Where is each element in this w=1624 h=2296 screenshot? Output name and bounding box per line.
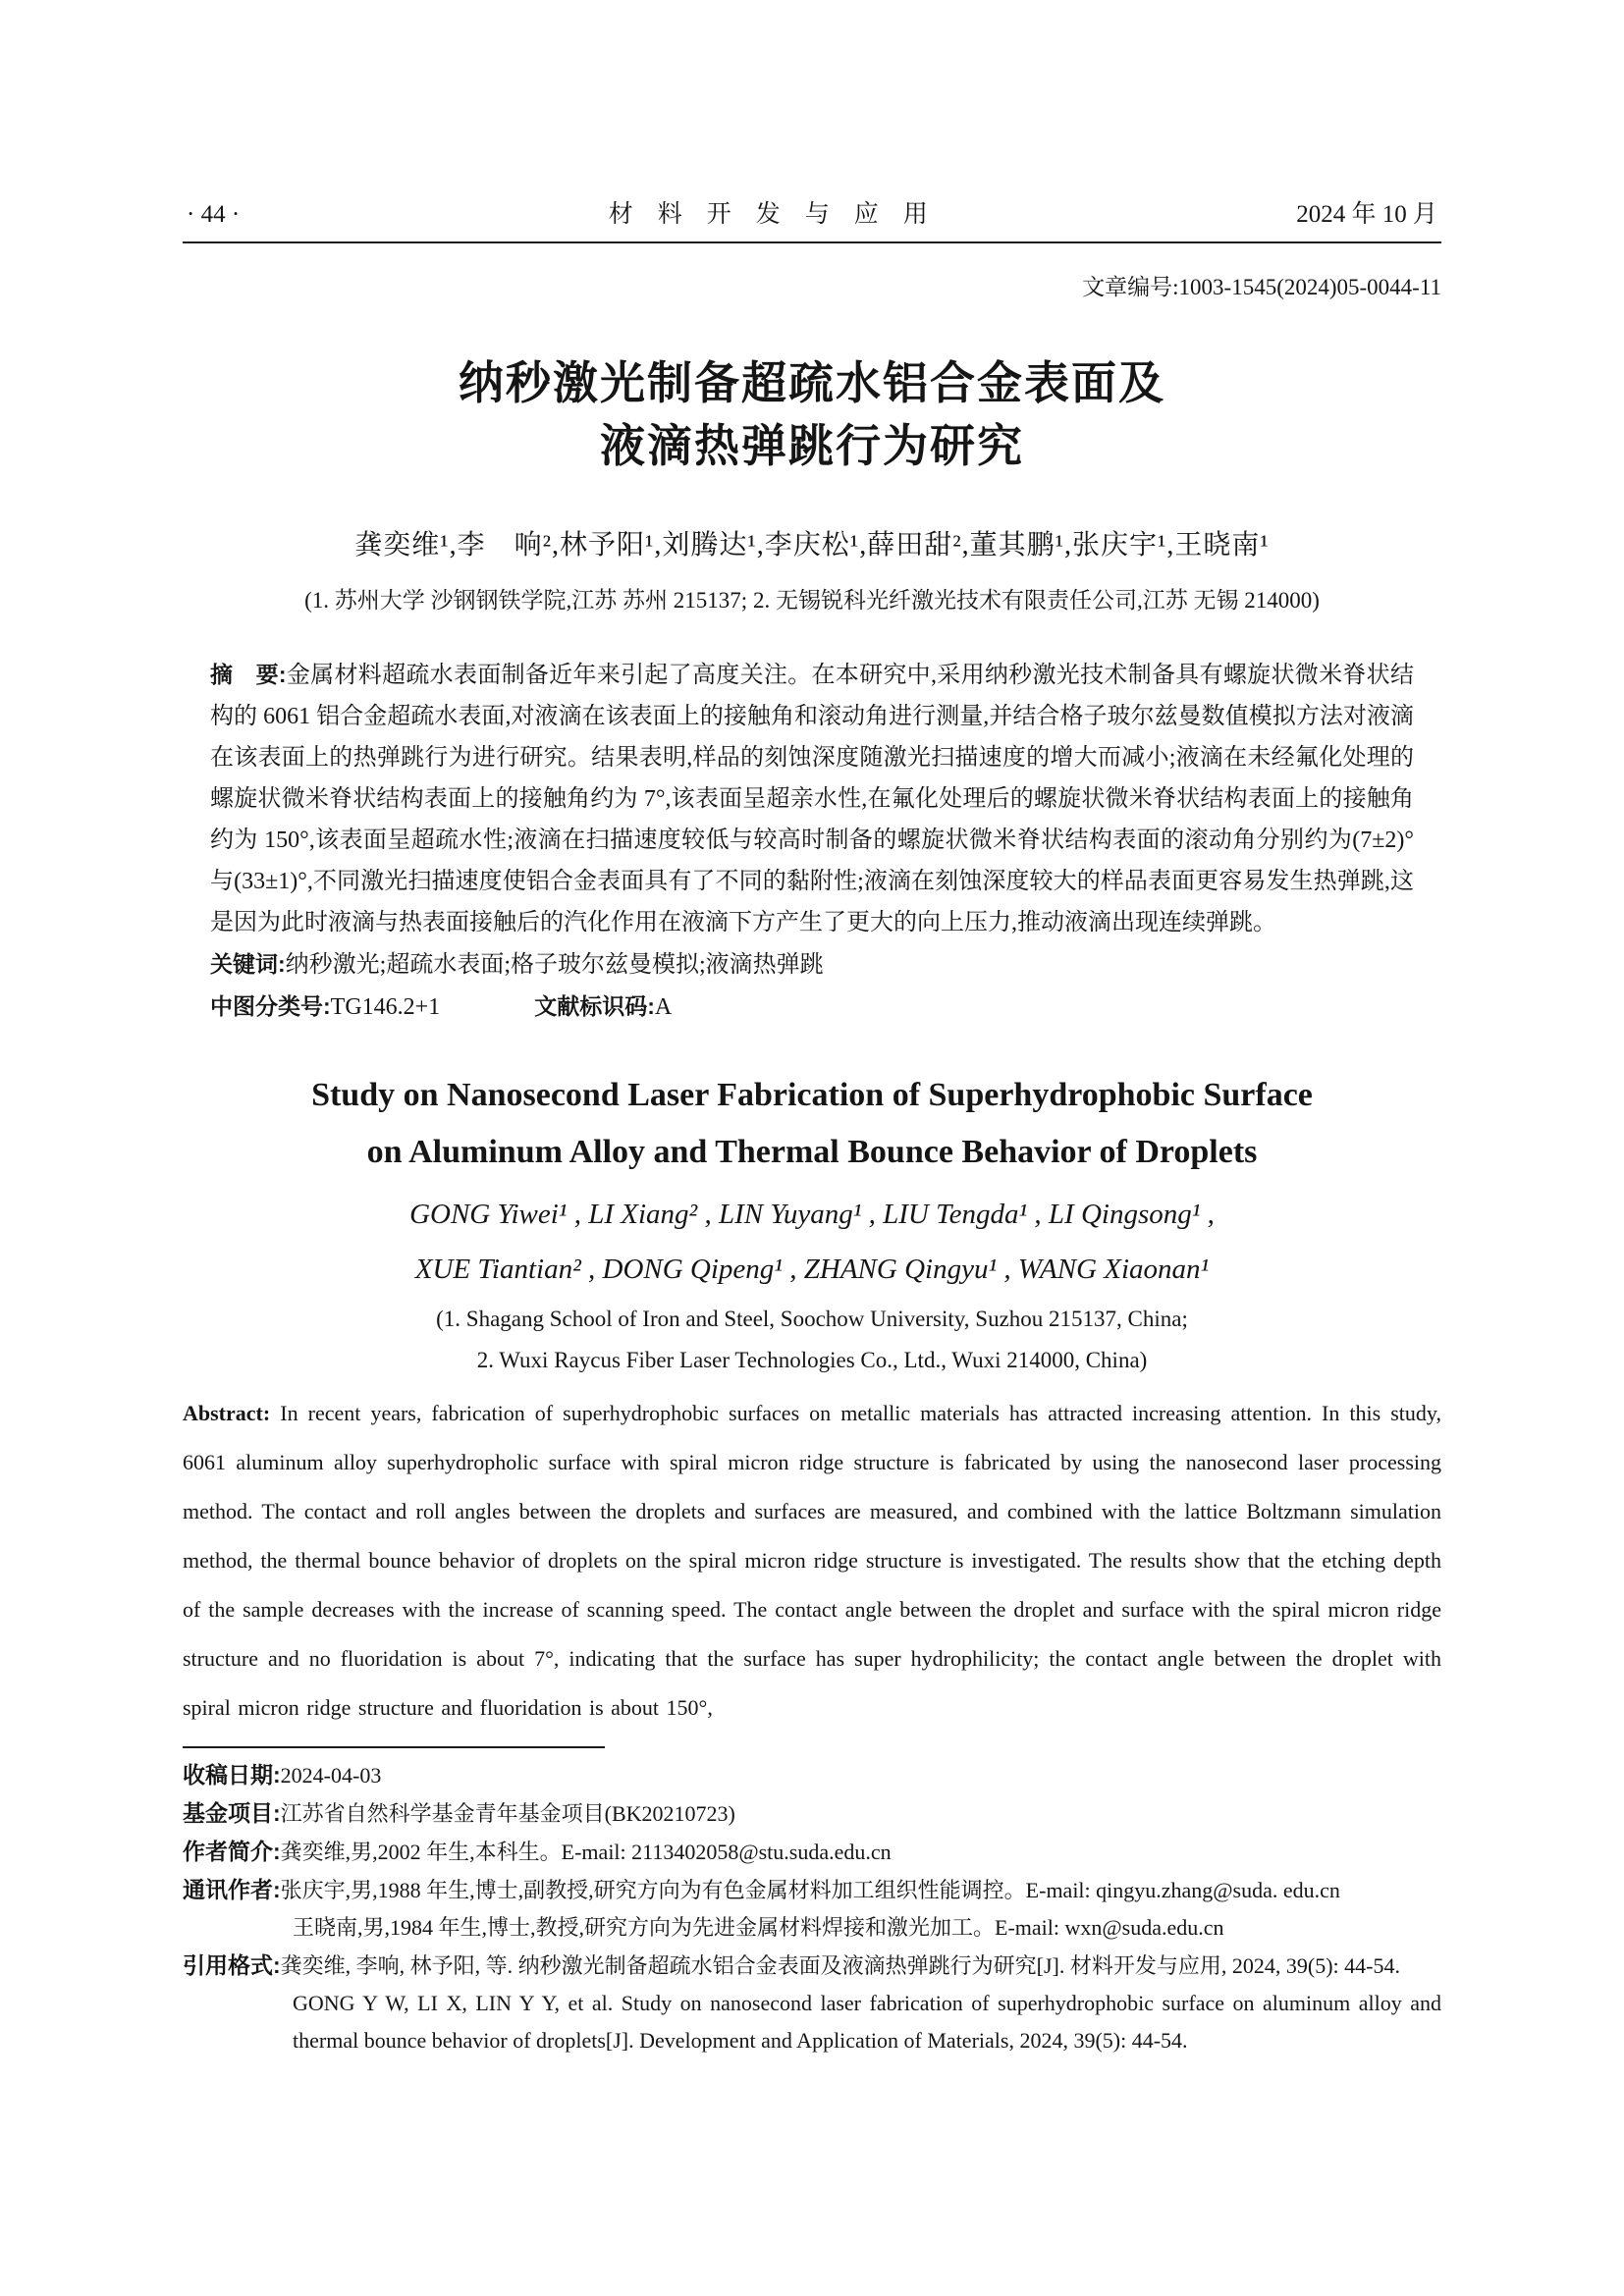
- footnotes: [183, 1756, 1441, 2059]
- title-chinese: [183, 352, 1441, 478]
- doc-code-label: 文献标识码:: [534, 993, 655, 1019]
- keywords-text: 纳秒激光;超疏水表面;格子玻尔兹曼模拟;液滴热弹跳: [285, 952, 824, 978]
- abstract-english: [183, 1389, 1441, 1733]
- title-cn-line1: 纳秒激光制备超疏水铝合金表面及: [459, 358, 1165, 408]
- footnote-author-bio: [183, 1833, 1441, 1871]
- received-label: 收稿日期:: [183, 1762, 281, 1788]
- doc-code-value: A: [654, 994, 673, 1020]
- authors-chinese: 龚奕维¹,李 响²,林予阳¹,刘腾达¹,李庆松¹,薛田甜²,董其鹏¹,张庆宇¹,王晓南¹: [354, 530, 1270, 561]
- authors-en-line1: GONG Yiwei¹ , LI Xiang² , LIN Yuyang¹ , LIU Tengda¹ , LI Qingsong¹ ,: [409, 1199, 1215, 1230]
- page-number: · 44 ·: [187, 201, 241, 228]
- title-en-line2: on Aluminum Alloy and Thermal Bounce Behavior of Droplets: [366, 1134, 1258, 1170]
- footnote-received: [183, 1756, 1441, 1794]
- received-text: 2024-04-03: [280, 1763, 382, 1788]
- page-content: [183, 0, 1441, 2059]
- fund-label: 基金项目:: [183, 1800, 281, 1826]
- footnote-corresponding-1: [183, 1871, 1441, 1909]
- corresponding-label: 通讯作者:: [183, 1877, 281, 1902]
- authors-english: [183, 1187, 1441, 1297]
- footnote-citation-cn: [183, 1947, 1441, 1985]
- bio-text: 龚奕维,男,2002 年生,本科生。E-mail: 2113402058@stu.suda.edu.cn: [280, 1840, 892, 1864]
- title-english: [183, 1067, 1441, 1181]
- clc-label: 中图分类号:: [210, 993, 331, 1019]
- keywords-label: 关键词:: [210, 951, 286, 977]
- abstract-chinese: [210, 654, 1414, 943]
- classification-line: [210, 986, 1414, 1028]
- issue-date: 2024 年 10 月: [1296, 201, 1437, 228]
- affiliation-chinese: (1. 苏州大学 沙钢钢铁学院,江苏 苏州 215137; 2. 无锡锐科光纤激光技术有限责任公司,江苏 无锡 214000): [304, 588, 1320, 613]
- corresponding-1-text: 张庆宇,男,1988 年生,博士,副教授,研究方向为有色金属材料加工组织性能调控。E-mail: qingyu.zhang@suda. edu.cn: [280, 1878, 1340, 1902]
- clc-value: TG146.2+1: [330, 994, 441, 1020]
- bio-label: 作者简介:: [183, 1839, 281, 1864]
- affil-en-line2: 2. Wuxi Raycus Fiber Laser Technologies Co., Ltd., Wuxi 214000, China): [476, 1348, 1148, 1372]
- article-number: 文章编号:1003-1545(2024)05-0044-11: [1082, 275, 1441, 299]
- abstract-en-text: In recent years, fabrication of superhydrophobic surfaces on metallic materials has attracted increasing attention. In this study, 6061 aluminum alloy superhydropholic surface with spiral micron ridge structure is fabricated by using the nanosecond laser processing method. The contact and roll angles between the droplets and surfaces are measured, and combined with the lattice Boltzmann simulation method, the thermal bounce behavior of droplets on the spiral micron ridge structure is investigated. The results show that the etching depth of the sample decreases with the increase of scanning speed. The contact angle between the droplet and surface with the spiral micron ridge structure and no fluoridation is about 7°, indicating that the surface has super hydrophilicity; the contact angle between the droplet with spiral micron ridge structure and fluoridation is about 150°,: [183, 1401, 1441, 1720]
- keywords-line: [210, 943, 1414, 986]
- fund-text: 江苏省自然科学基金青年基金项目(BK20210723): [280, 1801, 735, 1826]
- abstract-en-label: Abstract:: [183, 1401, 271, 1425]
- abstract-cn-text: 金属材料超疏水表面制备近年来引起了高度关注。在本研究中,采用纳秒激光技术制备具有螺旋状微米脊状结构的 6061 铝合金超疏水表面,对液滴在该表面上的接触角和滚动角进行测量,并结合格子玻尔兹曼数值模拟方法对液滴在该表面上的热弹跳行为进行研究。结果表明,样品的刻蚀深度随激光扫描速度的增大而减小;液滴在未经氟化处理的螺旋状微米脊状结构表面上的接触角约为 7°,该表面呈超亲水性,在氟化处理后的螺旋状微米脊状结构表面上的接触角约为 150°,该表面呈超疏水性;液滴在扫描速度较低与较高时制备的螺旋状微米脊状结构表面的滚动角分别约为(7±2)°与(33±1)°,不同激光扫描速度使铝合金表面具有了不同的黏附性;液滴在刻蚀深度较大的样品表面更容易发生热弹跳,这是因为此时液滴与热表面接触后的汽化作用在液滴下方产生了更大的向上压力,推动液滴出现连续弹跳。: [210, 663, 1414, 935]
- title-cn-line2: 液滴热弹跳行为研究: [600, 421, 1024, 471]
- footnote-citation-en: GONG Y W, LI X, LIN Y Y, et al. Study on nanosecond laser fabrication of superhydrophobic surface on aluminum alloy and thermal bounce behavior of droplets[J]. Development and Application of Materials, 2024, 39(5): 44-54.: [293, 1991, 1441, 2053]
- affil-en-line1: (1. Shagang School of Iron and Steel, Soochow University, Suzhou 215137, China;: [436, 1307, 1188, 1331]
- footnote-corresponding-2: 王晓南,男,1984 年生,博士,教授,研究方向为先进金属材料焊接和激光加工。E-mail: wxn@suda.edu.cn: [293, 1915, 1224, 1940]
- abstract-cn-label: 摘 要:: [210, 662, 287, 687]
- citation-label: 引用格式:: [183, 1952, 281, 1978]
- affiliation-english: [183, 1299, 1441, 1381]
- authors-en-line2: XUE Tiantian² , DONG Qipeng¹ , ZHANG Qingyu¹ , WANG Xiaonan¹: [414, 1254, 1210, 1285]
- title-en-line1: Study on Nanosecond Laser Fabrication of Superhydrophobic Surface: [311, 1077, 1313, 1113]
- citation-cn-text: 龚奕维, 李响, 林予阳, 等. 纳秒激光制备超疏水铝合金表面及液滴热弹跳行为研究[J]. 材料开发与应用, 2024, 39(5): 44-54.: [280, 1953, 1400, 1978]
- footnote-fund: [183, 1794, 1441, 1833]
- footnote-divider: [183, 1746, 605, 1748]
- running-head: [183, 194, 1441, 243]
- journal-name: 材 料 开 发 与 应 用: [608, 201, 928, 228]
